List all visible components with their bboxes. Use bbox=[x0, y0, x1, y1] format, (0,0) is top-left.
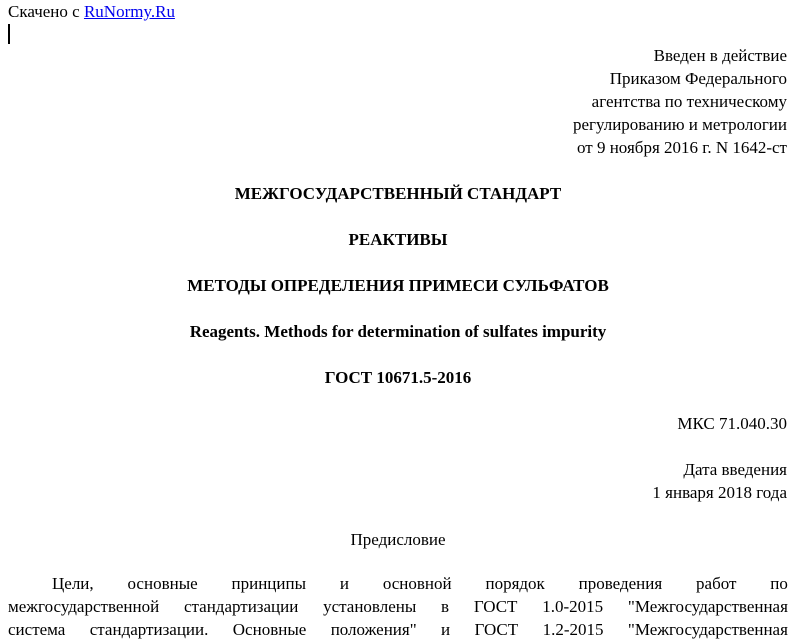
word: основной bbox=[382, 574, 452, 593]
enactment-line: регулированию и метрологии bbox=[572, 115, 787, 134]
word: система bbox=[8, 620, 66, 639]
word: стандартизации. bbox=[89, 620, 209, 639]
paragraph-line bbox=[8, 595, 788, 618]
word: Цели, bbox=[52, 574, 94, 593]
reagents-heading: РЕАКТИВЫ bbox=[348, 230, 448, 249]
word: ГОСТ bbox=[474, 620, 519, 639]
enactment-line: Приказом Федерального bbox=[609, 69, 787, 88]
english-title-heading: Reagents. Methods for determination of sulfates impurity bbox=[189, 322, 607, 341]
download-source-line bbox=[8, 0, 175, 23]
word: 1.2-2015 bbox=[542, 620, 604, 639]
word: 1.0-2015 bbox=[542, 597, 604, 616]
text-cursor bbox=[8, 24, 10, 44]
word: "Межгосударственная bbox=[627, 620, 788, 639]
enactment-block bbox=[573, 44, 787, 159]
word: и bbox=[339, 574, 349, 593]
mks-code: МКС 71.040.30 bbox=[677, 414, 787, 433]
methods-heading: МЕТОДЫ ОПРЕДЕЛЕНИЯ ПРИМЕСИ СУЛЬФАТОВ bbox=[187, 276, 609, 295]
word: и bbox=[441, 620, 451, 639]
enactment-line: от 9 ноября 2016 г. N 1642-ст bbox=[577, 138, 787, 157]
gost-number-heading: ГОСТ 10671.5-2016 bbox=[324, 368, 472, 387]
word: по bbox=[770, 574, 788, 593]
word: стандартизации bbox=[183, 597, 299, 616]
intro-date-label: Дата введения bbox=[683, 460, 787, 479]
word: порядок bbox=[485, 574, 545, 593]
standard-type-heading: МЕЖГОСУДАРСТВЕННЫЙ СТАНДАРТ bbox=[234, 184, 562, 203]
download-source-prefix: Скачено с bbox=[8, 2, 84, 21]
runormy-link[interactable]: RuNormy.Ru bbox=[83, 2, 175, 21]
word: в bbox=[441, 597, 450, 616]
paragraph-line bbox=[8, 572, 788, 595]
enactment-line: агентства по техническому bbox=[591, 92, 787, 111]
word: работ bbox=[696, 574, 737, 593]
word: положения" bbox=[330, 620, 417, 639]
intro-date-value: 1 января 2018 года bbox=[652, 483, 787, 502]
word: ГОСТ bbox=[473, 597, 518, 616]
foreword-paragraph bbox=[8, 572, 788, 641]
foreword-title: Предисловие bbox=[350, 530, 446, 549]
word: межгосударственной bbox=[8, 597, 160, 616]
paragraph-line bbox=[8, 618, 788, 641]
word: основные bbox=[127, 574, 198, 593]
word: "Межгосударственная bbox=[627, 597, 788, 616]
word: установлены bbox=[323, 597, 417, 616]
word: проведения bbox=[578, 574, 663, 593]
enactment-line: Введен в действие bbox=[653, 46, 787, 65]
word: Основные bbox=[232, 620, 307, 639]
word: принципы bbox=[231, 574, 307, 593]
